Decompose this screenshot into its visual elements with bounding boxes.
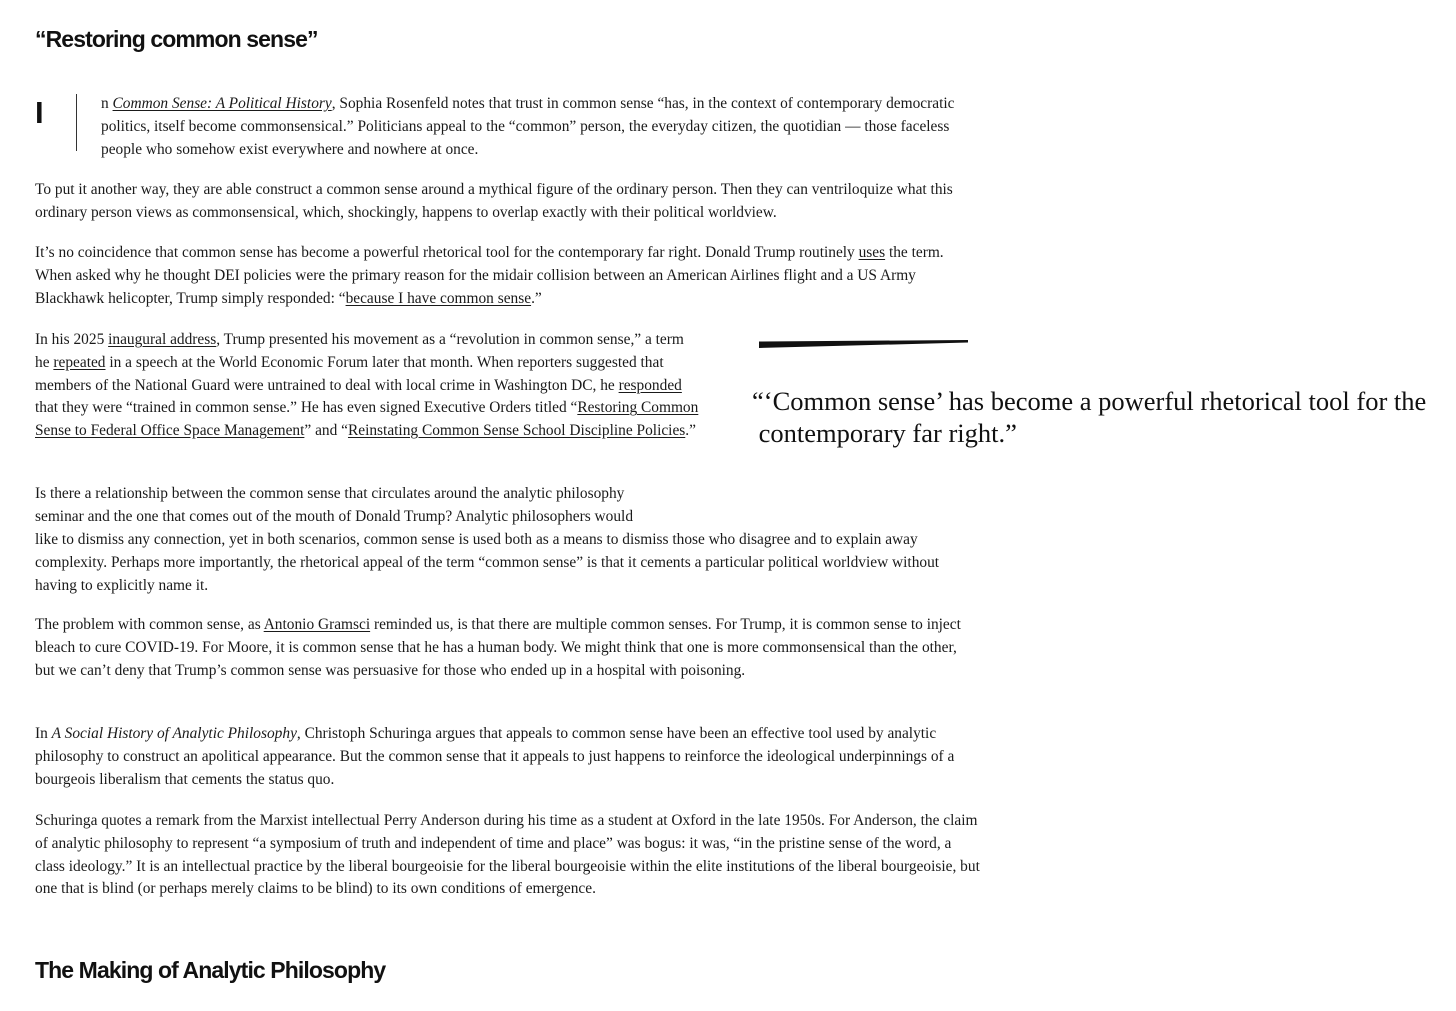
pull-quote-line-1: “‘Common sense’ has become a powerful rhetorical tool for the: [752, 386, 1427, 416]
paragraph-inaugural-address: In his 2025 inaugural address, Trump presented his movement as a “revolution in common sense,” a term he repeated in a speech at the World Economic Forum later that month. When reporters suggested that members of the National Guard were untrained to deal with local crime in Washington DC, he responded that they were “trained in common sense.” He has even signed Executive Orders titled “Restoring Common Sense to Federal Office Space Management” and “Reinstating Common Sense School Discipline Policies.”: [35, 331, 699, 440]
inaugural-address-link[interactable]: inaugural address: [108, 331, 217, 348]
intro-text: , Sophia Rosenfeld notes that trust in common sense “has, in the context of contemporary democratic politics, itself become commonsensical.” Politicians appeal to the “common” person, the everyday citizen, the quotidian — those faceless people who somehow exist everywhere and nowhere at once.: [101, 95, 955, 158]
section-heading-restoring-common-sense: “Restoring common sense”: [35, 26, 318, 52]
paragraph-relationship-top: Is there a relationship between the common sense that circulates around the analytic philosophy seminar and the one that comes out of the mouth of Donald Trump? Analytic philosophers would: [35, 485, 634, 525]
pull-quote-rule: [759, 340, 968, 348]
antonio-gramsci-link[interactable]: Antonio Gramsci: [263, 616, 371, 633]
because-i-have-common-sense-link[interactable]: because I have common sense: [345, 289, 532, 307]
common-sense-book-link[interactable]: [113, 95, 332, 112]
intro-paragraph: [101, 93, 981, 161]
paragraph-ventriloquize: To put it another way, they are able construct a common sense around a mythical figure of the ordinary person. Then they can ventriloquize what this ordinary person views as commonsensical, which, shockingly, happens to overlap exactly with their political worldview.: [35, 181, 953, 221]
paragraph-anderson: Schuringa quotes a remark from the Marxist intellectual Perry Anderson during his time as a student at Oxford in the late 1950s. For Anderson, the claim of analytic philosophy to represent “a symposium of truth and independent of time and place” was bogus: it was, “in the pristine sense of the word, a class ideology.” It is an intellectual practice by the liberal bourgeoisie for the liberal bourgeoisie within the elite institutions of the liberal bourgeoisie, but one that is blind (or perhaps merely claims to be blind) to its own conditions of emergence.: [35, 812, 980, 898]
drop-cap-divider: [76, 94, 77, 151]
reinstating-common-sense-discipline-link[interactable]: Reinstating Common Sense School Discipline Policies: [347, 422, 686, 440]
paragraph-schuringa: In A Social History of Analytic Philosophy, Christoph Schuringa argues that appeals to common sense have been an effective tool used by analytic philosophy to construct an apolitical appearance. But the common sense that it appeals to just happens to reinforce the ideological underpinnings of a bourgeois liberalism that cements the status quo.: [35, 725, 955, 788]
paragraph-gramsci: The problem with common sense, as Antonio Gramsci reminded us, is that there are multiple common senses. For Trump, it is common sense to inject bleach to cure COVID-19. For Moore, it is common sense that he has a human body. We might think that one is more commonsensical than the other, but we can’t deny that Trump’s common sense was persuasive for those who ended up in a hospital with poisoning.: [35, 616, 961, 679]
pull-quote: [752, 385, 1452, 449]
pull-quote-line-2: contemporary far right.”: [758, 418, 1017, 448]
repeated-link[interactable]: repeated: [53, 353, 106, 371]
intro-pre: n: [101, 95, 113, 112]
social-history-book-title: A Social History of Analytic Philosophy: [51, 725, 297, 742]
restoring-common-sense-office-space-link[interactable]: Restoring Common Sense to Federal Office Space Management: [35, 399, 699, 440]
drop-cap: I: [35, 95, 44, 130]
paragraph-relationship-rest: like to dismiss any connection, yet in both scenarios, common sense is used both as a means to dismiss those who disagree and to explain away complexity. Perhaps more importantly, the rhetorical appeal of the term “common sense” is that it cements a particular political worldview without having to explicitly name it.: [35, 531, 940, 594]
uses-link[interactable]: uses: [858, 244, 886, 261]
section-heading-making-of-analytic-philosophy: The Making of Analytic Philosophy: [35, 957, 386, 983]
responded-link[interactable]: responded: [618, 376, 682, 394]
common-sense-book-title: Common Sense: A Political History: [112, 95, 332, 112]
paragraph-far-right: It’s no coincidence that common sense has become a powerful rhetorical tool for the contemporary far right. Donald Trump routinely uses the term. When asked why he thought DEI policies were the primary reason for the midair collision between an American Airlines flight and a US Army Blackhawk helicopter, Trump simply responded: “because I have common sense.”: [35, 244, 944, 307]
